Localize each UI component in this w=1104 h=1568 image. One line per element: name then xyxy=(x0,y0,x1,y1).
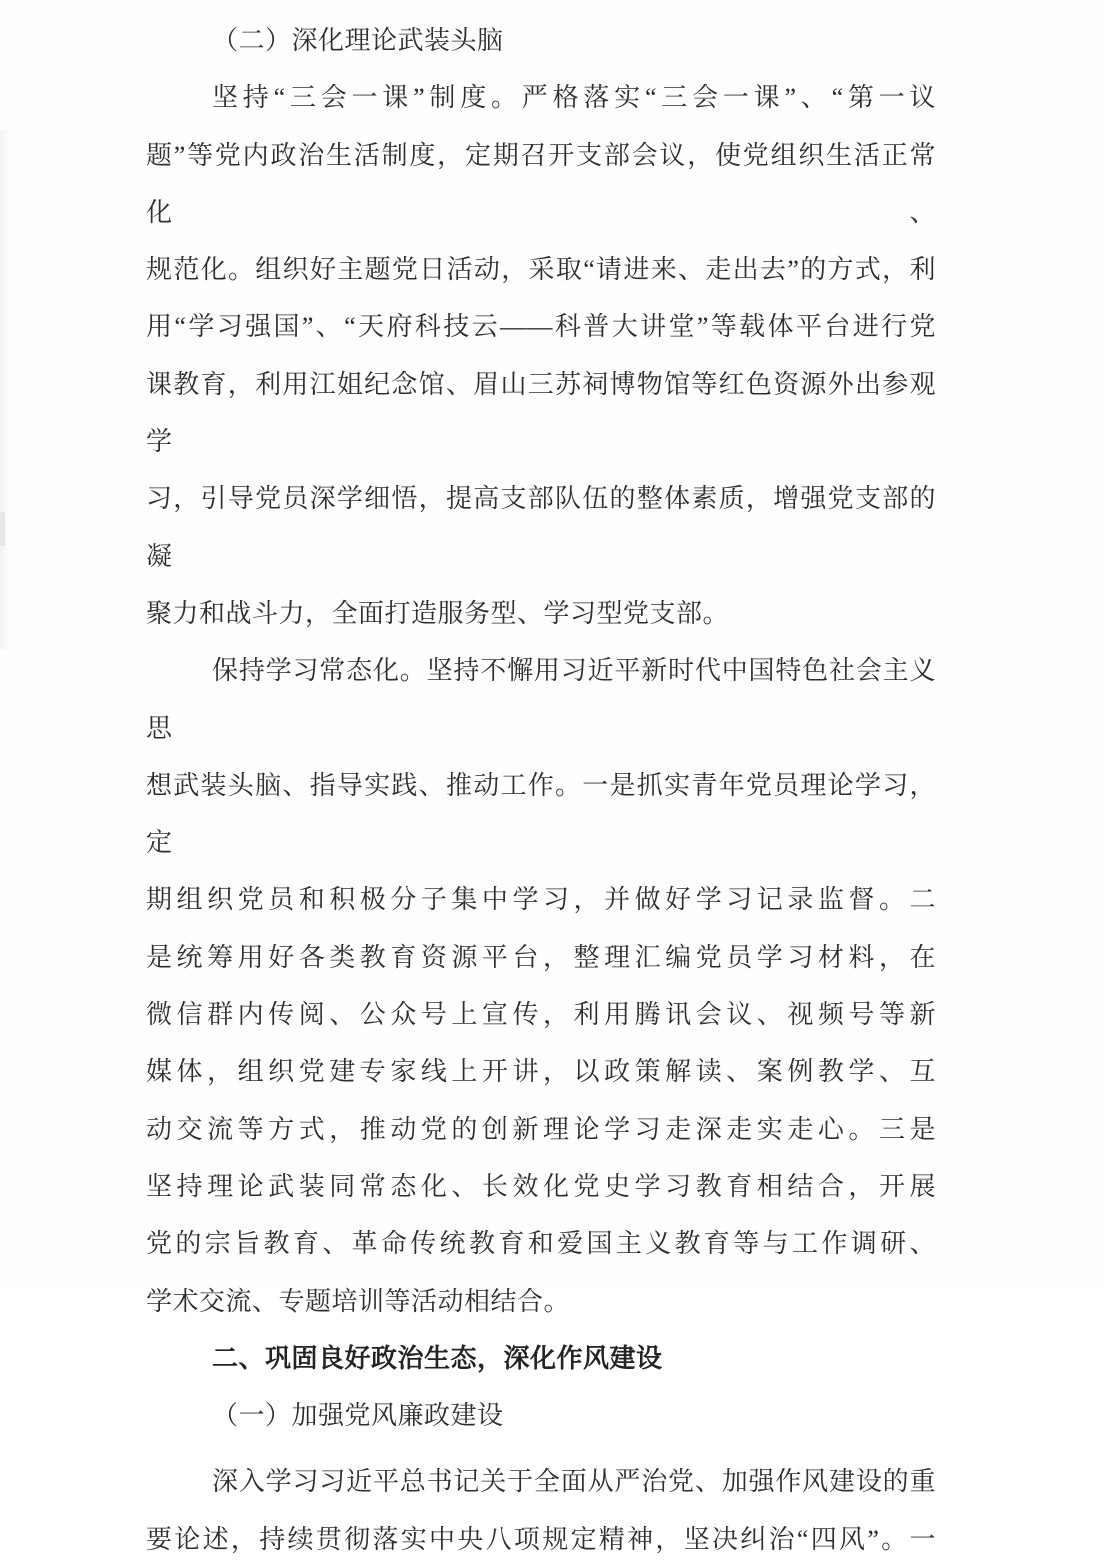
paragraph-line: 保持学习常态化。坚持不懈用习近平新时代中国特色社会主义思 xyxy=(146,656,936,743)
paragraph-line: 规范化。组织好主题党日活动，采取“请进来、走出去”的方式，利 xyxy=(146,255,936,285)
paragraph-line: 坚持理论武装同常态化、长效化党史学习教育相结合，开展 xyxy=(146,1171,936,1201)
paragraph-line: 动交流等方式，推动党的创新理论学习走深走实走心。三是 xyxy=(146,1114,936,1144)
paragraph-line: 用“学习强国”、“天府科技云——科普大讲堂”等载体平台进行党 xyxy=(146,312,936,342)
paragraph-line: 期组织党员和积极分子集中学习，并做好学习记录监督。二 xyxy=(146,885,936,915)
scan-mark xyxy=(0,512,5,546)
document-text xyxy=(146,12,936,1568)
paragraph-line: 媒体，组织党建专家线上开讲，以政策解读、案例教学、互 xyxy=(146,1057,936,1087)
sub-heading: （二）深化理论武装头脑 xyxy=(212,26,504,55)
paragraph-line: 题”等党内政治生活制度，定期召开支部会议，使党组织生活正常化、 xyxy=(146,140,936,227)
paragraph-line: 坚持“三会一课”制度。严格落实“三会一课”、“第一议 xyxy=(212,83,936,113)
paragraph-line: 是统筹用好各类教育资源平台，整理汇编党员学习材料，在 xyxy=(146,942,936,972)
paragraph-line: 要论述，持续贯彻落实中央八项规定精神，坚决纠治“四风”。一 xyxy=(146,1524,936,1554)
paragraph-line: 学术交流、专题培训等活动相结合。 xyxy=(146,1286,571,1316)
chapter-heading: 二、巩固良好政治生态，深化作风建设 xyxy=(212,1343,663,1373)
paragraph-line: 聚力和战斗力，全面打造服务型、学习型党支部。 xyxy=(146,598,730,628)
paragraph-line: 党的宗旨教育、革命传统教育和爱国主义教育等与工作调研、 xyxy=(146,1229,936,1259)
paragraph-line: 想武装头脑、指导实践、推动工作。一是抓实青年党员理论学习，定 xyxy=(146,770,936,858)
scan-edge-artifact xyxy=(0,130,10,650)
paragraph-line: 深入学习习近平总书记关于全面从严治党、加强作风建设的重 xyxy=(212,1467,936,1497)
paragraph-line: 课教育，利用江姐纪念馆、眉山三苏祠博物馆等红色资源外出参观学 xyxy=(146,369,936,457)
paragraph-line: 微信群内传阅、公众号上宣传，利用腾讯会议、视频号等新 xyxy=(146,1000,936,1030)
paragraph-line: 习，引导党员深学细悟，提高支部队伍的整体素质，增强党支部的凝 xyxy=(146,484,936,571)
sub-heading: （一）加强党风廉政建设 xyxy=(212,1401,504,1431)
